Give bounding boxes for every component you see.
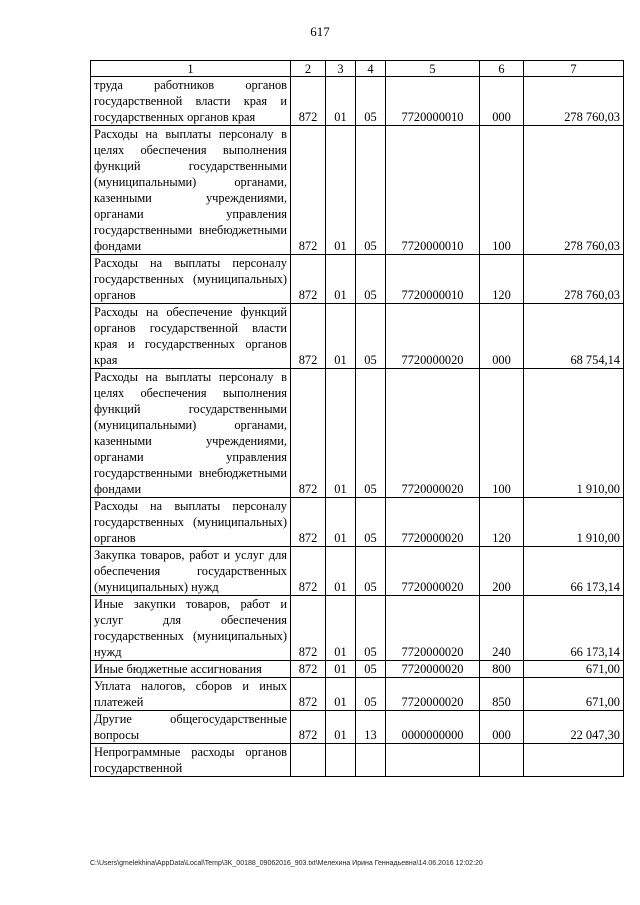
- amount-cell: 671,00: [524, 678, 624, 711]
- subsection-cell: 05: [356, 661, 386, 678]
- subsection-cell: 05: [356, 77, 386, 126]
- expense-type-cell: 120: [480, 498, 524, 547]
- section-cell: 01: [326, 711, 356, 744]
- target-article-cell: [386, 744, 480, 777]
- amount-cell: 671,00: [524, 661, 624, 678]
- amount-cell: 22 047,30: [524, 711, 624, 744]
- code-cell: 872: [291, 711, 326, 744]
- amount-cell: 278 760,03: [524, 77, 624, 126]
- row-description-cell: Другие общегосударственные вопросы: [91, 711, 291, 744]
- code-cell: 872: [291, 304, 326, 369]
- column-header: 2: [291, 61, 326, 77]
- column-header: 5: [386, 61, 480, 77]
- row-description-cell: Иные закупки товаров, работ и услуг для обеспечения государственных (муниципальных) нужд: [91, 596, 291, 661]
- table-row: [91, 304, 624, 369]
- subsection-cell: 05: [356, 369, 386, 498]
- target-article-cell: 7720000010: [386, 255, 480, 304]
- amount-cell: [524, 744, 624, 777]
- target-article-cell: 7720000020: [386, 596, 480, 661]
- target-article-cell: 7720000010: [386, 77, 480, 126]
- row-description-cell: Расходы на выплаты персоналу государственных (муниципальных) органов: [91, 255, 291, 304]
- target-article-cell: 7720000020: [386, 678, 480, 711]
- subsection-cell: 05: [356, 596, 386, 661]
- row-description-cell: Иные бюджетные ассигнования: [91, 661, 291, 678]
- column-header: 4: [356, 61, 386, 77]
- table-row: [91, 744, 624, 777]
- code-cell: 872: [291, 77, 326, 126]
- subsection-cell: 05: [356, 255, 386, 304]
- table-header-row: [91, 61, 624, 77]
- table-row: [91, 369, 624, 498]
- table-row: [91, 711, 624, 744]
- target-article-cell: 7720000020: [386, 547, 480, 596]
- code-cell: 872: [291, 126, 326, 255]
- table-row: [91, 661, 624, 678]
- subsection-cell: 05: [356, 304, 386, 369]
- code-cell: 872: [291, 678, 326, 711]
- row-description-cell: труда работников органов государственной власти края и государственных органов края: [91, 77, 291, 126]
- file-path-footer: C:\Users\gmelekhina\AppData\Local\Temp\3K_00188_09062016_903.txt\Мелехина Ирина Геннадьевна\14.06.2016 12:02:20: [90, 860, 483, 867]
- column-header: 7: [524, 61, 624, 77]
- section-cell: 01: [326, 77, 356, 126]
- section-cell: 01: [326, 304, 356, 369]
- expense-type-cell: 000: [480, 304, 524, 369]
- code-cell: 872: [291, 498, 326, 547]
- section-cell: 01: [326, 678, 356, 711]
- expense-type-cell: 200: [480, 547, 524, 596]
- column-header: 6: [480, 61, 524, 77]
- subsection-cell: [356, 744, 386, 777]
- table-row: [91, 255, 624, 304]
- table-row: [91, 678, 624, 711]
- subsection-cell: 05: [356, 547, 386, 596]
- expense-type-cell: 800: [480, 661, 524, 678]
- section-cell: 01: [326, 547, 356, 596]
- code-cell: [291, 744, 326, 777]
- subsection-cell: 13: [356, 711, 386, 744]
- target-article-cell: 0000000000: [386, 711, 480, 744]
- code-cell: 872: [291, 255, 326, 304]
- amount-cell: 278 760,03: [524, 255, 624, 304]
- table-row: [91, 498, 624, 547]
- target-article-cell: 7720000020: [386, 498, 480, 547]
- row-description-cell: Непрограммные расходы органов государственной: [91, 744, 291, 777]
- table-row: [91, 77, 624, 126]
- section-cell: 01: [326, 661, 356, 678]
- expense-type-cell: [480, 744, 524, 777]
- subsection-cell: 05: [356, 126, 386, 255]
- section-cell: 01: [326, 596, 356, 661]
- row-description-cell: Расходы на выплаты персоналу в целях обеспечения выполнения функций государственными (муниципальными) органами, казенными учреждениями, органами управления государственными внебюджетными фондами: [91, 126, 291, 255]
- expense-type-cell: 100: [480, 126, 524, 255]
- subsection-cell: 05: [356, 678, 386, 711]
- amount-cell: 66 173,14: [524, 596, 624, 661]
- table-row: [91, 596, 624, 661]
- target-article-cell: 7720000020: [386, 369, 480, 498]
- expense-type-cell: 100: [480, 369, 524, 498]
- amount-cell: 1 910,00: [524, 369, 624, 498]
- amount-cell: 278 760,03: [524, 126, 624, 255]
- row-description-cell: Уплата налогов, сборов и иных платежей: [91, 678, 291, 711]
- target-article-cell: 7720000020: [386, 661, 480, 678]
- section-cell: 01: [326, 255, 356, 304]
- expense-type-cell: 000: [480, 77, 524, 126]
- code-cell: 872: [291, 596, 326, 661]
- amount-cell: 66 173,14: [524, 547, 624, 596]
- code-cell: 872: [291, 547, 326, 596]
- amount-cell: 68 754,14: [524, 304, 624, 369]
- expense-type-cell: 240: [480, 596, 524, 661]
- column-header: 3: [326, 61, 356, 77]
- subsection-cell: 05: [356, 498, 386, 547]
- amount-cell: 1 910,00: [524, 498, 624, 547]
- code-cell: 872: [291, 369, 326, 498]
- target-article-cell: 7720000020: [386, 304, 480, 369]
- expense-type-cell: 000: [480, 711, 524, 744]
- code-cell: 872: [291, 661, 326, 678]
- page-number: 617: [310, 24, 330, 39]
- section-cell: 01: [326, 369, 356, 498]
- row-description-cell: Расходы на обеспечение функций органов государственной власти края и государственных органов края: [91, 304, 291, 369]
- table-row: [91, 126, 624, 255]
- section-cell: 01: [326, 498, 356, 547]
- table-body: [91, 77, 624, 777]
- budget-table: [90, 60, 624, 777]
- section-cell: [326, 744, 356, 777]
- expense-type-cell: 850: [480, 678, 524, 711]
- row-description-cell: Расходы на выплаты персоналу в целях обеспечения выполнения функций государственными (муниципальными) органами, казенными учреждениями, органами управления государственными внебюджетными фондами: [91, 369, 291, 498]
- row-description-cell: Расходы на выплаты персоналу государственных (муниципальных) органов: [91, 498, 291, 547]
- column-header: 1: [91, 61, 291, 77]
- section-cell: 01: [326, 126, 356, 255]
- row-description-cell: Закупка товаров, работ и услуг для обеспечения государственных (муниципальных) нужд: [91, 547, 291, 596]
- target-article-cell: 7720000010: [386, 126, 480, 255]
- table-row: [91, 547, 624, 596]
- expense-type-cell: 120: [480, 255, 524, 304]
